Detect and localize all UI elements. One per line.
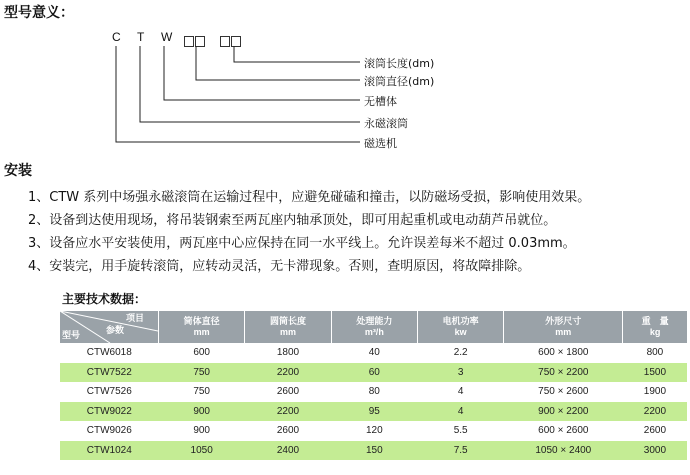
install-item-1: 1、CTW 系列中场强永磁滚筒在运输过程中，应避免碰磕和撞击，以防磁场受损，影响使用效果。 <box>28 190 591 205</box>
header-unit: mm <box>193 327 210 337</box>
header-label: 圆筒长度 <box>269 316 306 326</box>
cell-power: 4 <box>417 382 503 402</box>
code-letter-c: C <box>112 30 121 44</box>
cell-diameter: 900 <box>159 402 245 422</box>
header-unit: kg <box>649 327 661 337</box>
cell-model: CTW7522 <box>60 363 159 383</box>
header-label: 电机功率 <box>442 316 479 326</box>
cell-weight: 1900 <box>623 382 687 402</box>
header-length <box>245 311 331 343</box>
table-title: 主要技术数据： <box>62 292 147 306</box>
cell-weight: 3000 <box>623 441 687 461</box>
install-item-3: 3、设备应水平安装使用，两瓦座中心应保持在同一水平线上。允许误差每米不超过 0.03mm。 <box>28 236 576 251</box>
cell-capacity: 120 <box>331 421 417 441</box>
cell-capacity: 80 <box>331 382 417 402</box>
cell-model: CTW1024 <box>60 441 159 461</box>
header-unit: mm <box>279 327 296 337</box>
header-unit: m³/h <box>364 327 384 337</box>
cell-diameter: 750 <box>159 382 245 402</box>
cell-dimensions: 1050 × 2400 <box>504 441 623 461</box>
header-diameter <box>159 311 245 343</box>
cell-dimensions: 600 × 1800 <box>504 343 623 363</box>
cell-capacity: 40 <box>331 343 417 363</box>
table-row <box>60 382 687 402</box>
cell-diameter: 750 <box>159 363 245 383</box>
cell-diameter: 600 <box>159 343 245 363</box>
corner-label-item: 项目 <box>125 313 144 323</box>
cell-length: 2200 <box>245 363 331 383</box>
legend-diameter: 滚筒直径(dm) <box>364 75 435 88</box>
legend-separator: 磁选机 <box>364 137 397 150</box>
legend-permanent-drum: 永磁滚筒 <box>364 117 408 130</box>
code-letter-w: W <box>161 30 173 44</box>
header-capacity <box>331 311 417 343</box>
cell-power: 7.5 <box>417 441 503 461</box>
table-row <box>60 421 687 441</box>
table-body <box>60 343 687 460</box>
header-label: 处理能力 <box>356 316 393 326</box>
cell-length: 2400 <box>245 441 331 461</box>
cell-model: CTW6018 <box>60 343 159 363</box>
cell-capacity: 95 <box>331 402 417 422</box>
model-code-leader-lines <box>0 0 690 160</box>
spec-table <box>60 311 687 460</box>
cell-weight: 2600 <box>623 421 687 441</box>
cell-dimensions: 600 × 2600 <box>504 421 623 441</box>
cell-length: 1800 <box>245 343 331 363</box>
header-power <box>417 311 503 343</box>
header-unit: mm <box>555 327 572 337</box>
corner-label-model: 型号 <box>62 330 81 340</box>
header-label: 重 量 <box>641 316 669 326</box>
table-row <box>60 402 687 422</box>
header-unit: kw <box>454 327 467 337</box>
legend-length: 滚筒长度(dm) <box>364 57 435 70</box>
install-item-4: 4、安装完，用手旋转滚筒，应转动灵活，无卡滞现象。否则，查明原因，将故障排除。 <box>28 259 531 274</box>
header-label: 筒体直径 <box>183 316 220 326</box>
install-title: 安装 <box>4 163 32 179</box>
cell-length: 2200 <box>245 402 331 422</box>
cell-length: 2600 <box>245 382 331 402</box>
model-meaning-title: 型号意义： <box>4 5 74 21</box>
corner-label-param: 参数 <box>106 325 125 335</box>
table-row <box>60 441 687 461</box>
cell-power: 5.5 <box>417 421 503 441</box>
cell-model: CTW9022 <box>60 402 159 422</box>
header-dimensions <box>504 311 623 343</box>
cell-power: 2.2 <box>417 343 503 363</box>
table-header-row <box>60 311 687 343</box>
cell-capacity: 60 <box>331 363 417 383</box>
cell-length: 2600 <box>245 421 331 441</box>
cell-weight: 1500 <box>623 363 687 383</box>
code-letter-t: T <box>137 30 145 44</box>
cell-model: CTW7526 <box>60 382 159 402</box>
header-label: 外形尺寸 <box>545 316 582 326</box>
cell-dimensions: 750 × 2200 <box>504 363 623 383</box>
cell-power: 4 <box>417 402 503 422</box>
cell-power: 3 <box>417 363 503 383</box>
corner-header <box>60 311 159 343</box>
install-item-2: 2、设备到达使用现场，将吊装钢索至两瓦座内轴承顶处，即可用起重机或电动葫芦吊就位。 <box>28 213 557 228</box>
cell-weight: 800 <box>623 343 687 363</box>
header-weight <box>623 311 687 343</box>
table-row <box>60 363 687 383</box>
cell-diameter: 900 <box>159 421 245 441</box>
cell-model: CTW9026 <box>60 421 159 441</box>
cell-diameter: 1050 <box>159 441 245 461</box>
legend-no-tank: 无槽体 <box>364 95 397 108</box>
cell-dimensions: 750 × 2600 <box>504 382 623 402</box>
cell-capacity: 150 <box>331 441 417 461</box>
table-row <box>60 343 687 363</box>
cell-dimensions: 900 × 2200 <box>504 402 623 422</box>
cell-weight: 2200 <box>623 402 687 422</box>
